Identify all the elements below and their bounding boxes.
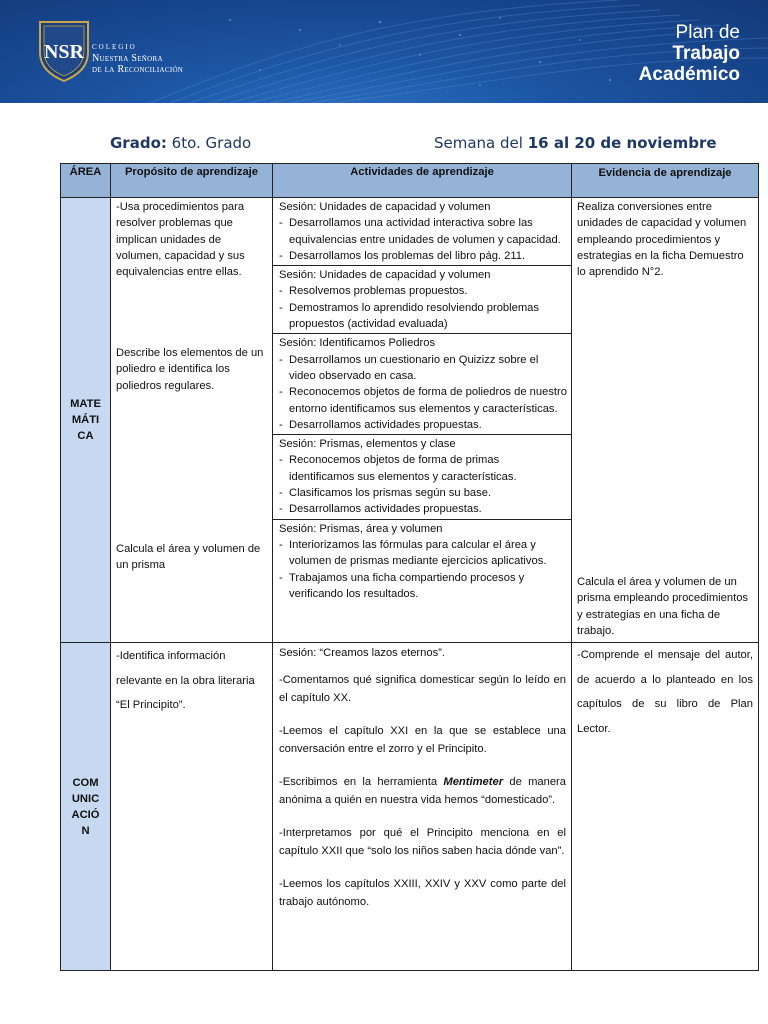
- area-comunicacion: [61, 643, 111, 971]
- list-item: - Desarrollamos actividades propuestas.: [279, 417, 567, 433]
- document-title: [639, 22, 740, 85]
- session-title: Sesión: Prismas, elementos y clase: [279, 438, 456, 451]
- grade-info: [110, 134, 251, 152]
- table-row-matematica: [61, 198, 759, 643]
- week-value: 16 al 20 de noviembre: [527, 134, 717, 152]
- title-line2: Trabajo: [672, 43, 740, 64]
- col-header-actividades: Actividades de aprendizaje: [273, 164, 572, 198]
- evidencia-mat-1: Realiza conversiones entre unidades de capacidad y volumen empleando procedimientos y estrategias en la ficha Demuestro lo aprendido N°2.: [577, 201, 747, 279]
- col-header-area: ÁREA: [61, 164, 111, 198]
- session-block: [273, 334, 571, 435]
- evidencia-comunicacion: [572, 643, 759, 971]
- activity-paragraph: -Comentamos qué significa domesticar según lo leído en el capítulo XX.: [279, 673, 566, 704]
- week-info: [434, 134, 717, 152]
- title-line1: Plan de: [675, 22, 740, 43]
- school-name: [92, 42, 183, 75]
- proposito-matematica: [111, 198, 273, 643]
- area-matematica-label: MATE MÁTI CA: [70, 398, 101, 442]
- list-item: - Desarrollamos los problemas del libro pág. 211.: [279, 248, 567, 264]
- list-item: - Desarrollamos un cuestionario en Quizizz sobre el video observado en casa.: [279, 352, 567, 385]
- proposito-mat-3: Calcula el área y volumen de un prisma: [116, 543, 261, 572]
- activity-paragraph: -Escribimos en la herramienta Mentimeter de manera anónima a quién en nuestra vida hemos “domesticado”.: [279, 775, 567, 806]
- session-block: [273, 266, 571, 334]
- area-matematica: [61, 198, 111, 643]
- evidencia-matematica: [572, 198, 759, 643]
- grade-value: 6to. Grado: [171, 134, 252, 152]
- session-title: Sesión: “Creamos lazos eternos”.: [279, 647, 446, 659]
- list-item: - Desarrollamos actividades propuestas.: [279, 501, 567, 517]
- plan-table: [60, 163, 759, 971]
- col-header-evidencia: Evidencia de aprendizaje: [572, 164, 759, 198]
- session-block: [273, 198, 571, 266]
- session-title: Sesión: Unidades de capacidad y volumen: [279, 269, 491, 282]
- col-header-proposito: Propósito de aprendizaje: [111, 164, 273, 198]
- actividades-matematica: [273, 198, 572, 643]
- activity-paragraph: -Leemos el capítulo XXI en la que se establece una conversación entre el zorro y el Principito.: [279, 724, 566, 755]
- list-item: - Desarrollamos una actividad interactiva sobre las equivalencias entre unidades de volumen y capacidad.: [279, 215, 567, 248]
- activity-paragraph: -Leemos los capítulos XXIII, XXIV y XXV como parte del trabajo autónomo.: [279, 877, 566, 908]
- area-comunicacion-label: COM UNIC ACIÓ N: [71, 776, 100, 837]
- evidencia-mat-2: Calcula el área y volumen de un prisma empleando procedimientos y estrategias en una ficha de trabajo.: [577, 576, 749, 637]
- proposito-com: -Identifica información relevante en la obra literaria “El Principito”.: [116, 650, 255, 711]
- list-item: - Reconocemos objetos de forma de primas identificamos sus elementos y características.: [279, 452, 567, 485]
- session-block: [273, 435, 571, 519]
- list-item: - Resolvemos problemas propuestos.: [279, 283, 567, 299]
- school-name-line2: de la Reconciliación: [92, 64, 184, 75]
- list-item: - Demostramos lo aprendido resolviendo problemas propuestos (actividad evaluada): [279, 300, 567, 333]
- table-header-row: [61, 164, 759, 198]
- evidencia-com: -Comprende el mensaje del autor, de acuerdo a lo planteado en los capítulos de su libro de Plan Lector.: [577, 649, 753, 735]
- proposito-comunicacion: [111, 643, 273, 971]
- school-shield-logo: [36, 18, 92, 84]
- activity-paragraph: -Interpretamos por qué el Principito menciona en el capítulo XXII que “solo los niños saben hacia dónde van”.: [279, 826, 566, 857]
- header-banner: [0, 0, 768, 103]
- school-small-label: COLEGIO: [92, 43, 137, 51]
- week-label: Semana del: [434, 134, 523, 152]
- list-item: - Reconocemos objetos de forma de poliedros de nuestro entorno identificamos sus elementos y características.: [279, 384, 567, 417]
- session-block: [273, 520, 571, 603]
- table-row-comunicacion: [61, 643, 759, 971]
- session-title: Sesión: Identificamos Poliedros: [279, 337, 436, 350]
- list-item: - Interiorizamos las fórmulas para calcular el área y volumen de prismas mediante ejercicios aplicativos.: [279, 537, 567, 570]
- logo-letters: NSR: [43, 41, 85, 63]
- school-name-line1: Nuestra Señora: [92, 53, 163, 64]
- session-title: Sesión: Unidades de capacidad y volumen: [279, 201, 491, 213]
- list-item: - Trabajamos una ficha compartiendo procesos y verificando los resultados.: [279, 570, 567, 603]
- session-title: Sesión: Prismas, área y volumen: [279, 522, 443, 535]
- list-item: - Clasificamos los prismas según su base.: [279, 485, 567, 501]
- actividades-comunicacion: [273, 643, 572, 971]
- grade-label: Grado:: [110, 134, 167, 152]
- title-line3: Académico: [638, 64, 740, 85]
- proposito-mat-1: -Usa procedimientos para resolver problemas que implican unidades de volumen, capacidad y sus equivalencias entre ellas.: [116, 201, 245, 279]
- proposito-mat-2: Describe los elementos de un poliedro e identifica los poliedros regulares.: [116, 347, 264, 392]
